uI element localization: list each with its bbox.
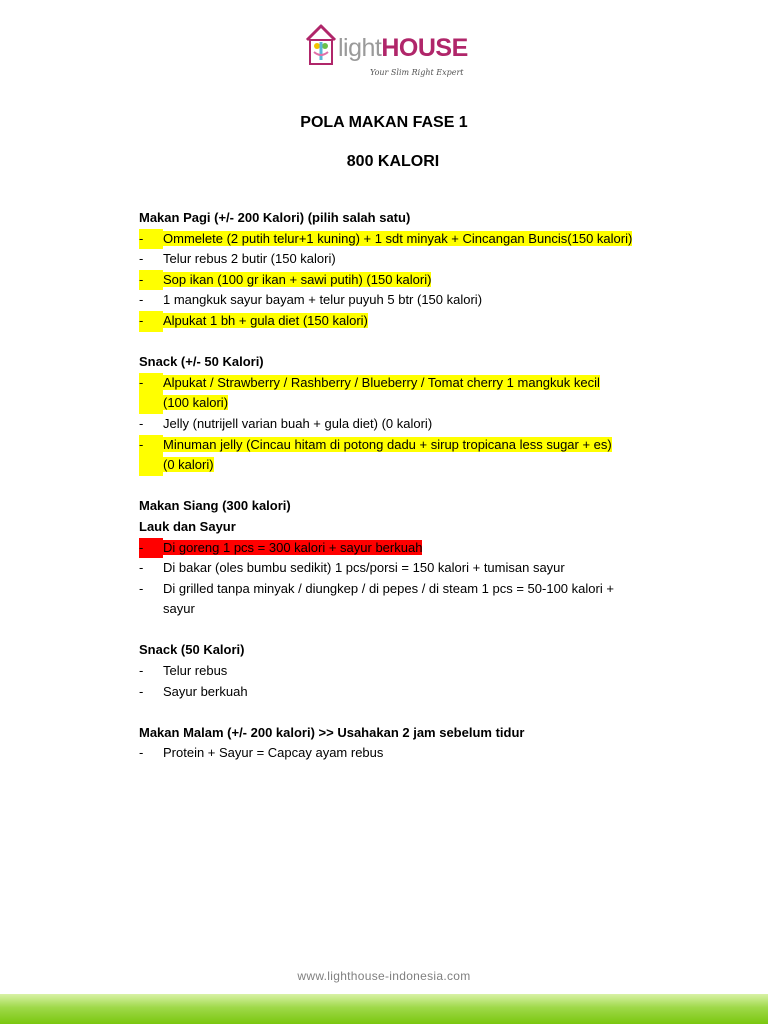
item-text: Ommelete (2 putih telur+1 kuning) + 1 sdt minyak + Cincangan Buncis(150 kalori) <box>163 230 633 246</box>
list-item <box>139 290 699 311</box>
list-item <box>139 311 699 332</box>
list-item <box>139 661 699 682</box>
bullet-dash: - <box>139 538 163 559</box>
section-heading-lunch: Makan Siang (300 kalori) <box>139 498 291 514</box>
section-heading-breakfast: Makan Pagi (+/- 200 Kalori) (pilih salah satu) <box>139 210 411 225</box>
logo-wordmark <box>338 36 468 61</box>
bullet-dash: - <box>139 251 144 267</box>
page-title: POLA MAKAN FASE 1 <box>300 114 468 131</box>
list-item <box>139 682 699 703</box>
lighthouse-logo <box>304 22 468 82</box>
list-item <box>139 558 699 579</box>
bullet-dash: - <box>139 292 144 308</box>
list-item <box>139 414 699 435</box>
item-text-continued: sayur <box>163 601 195 617</box>
item-text-continued: (0 kalori) <box>163 457 214 473</box>
bullet-dash: - <box>139 373 163 414</box>
item-text: Jelly (nutrijell varian buah + gula diet) (0 kalori) <box>163 415 433 431</box>
bullet-dash: - <box>139 745 144 761</box>
page-subtitle: 800 KALORI <box>346 153 440 170</box>
bullet-dash: - <box>139 435 163 476</box>
list-item <box>139 270 699 291</box>
item-text: Sayur berkuah <box>163 683 248 699</box>
list-item <box>139 229 699 250</box>
item-text: Minuman jelly (Cincau hitam di potong dadu + sirup tropicana less sugar + es) <box>163 436 612 452</box>
bullet-dash: - <box>139 580 144 596</box>
item-text: Telur rebus <box>163 663 228 679</box>
item-text: Sop ikan (100 gr ikan + sawi putih) (150 kalori) <box>163 271 432 287</box>
item-text: Alpukat 1 bh + gula diet (150 kalori) <box>163 312 368 328</box>
bullet-dash: - <box>139 683 144 699</box>
bullet-dash: - <box>139 311 163 332</box>
item-text: Protein + Sayur = Capcay ayam rebus <box>163 745 384 761</box>
item-text: Di goreng 1 pcs = 300 kalori + sayur berkuah <box>163 539 423 555</box>
list-item <box>139 373 699 414</box>
list-item <box>139 743 699 764</box>
item-text: Di grilled tanpa minyak / diungkep / di pepes / di steam 1 pcs = 50-100 kalori + <box>163 580 614 596</box>
item-text: Telur rebus 2 butir (150 kalori) <box>163 251 336 267</box>
bullet-dash: - <box>139 663 144 679</box>
logo-word-house: HOUSE <box>381 34 468 62</box>
list-item <box>139 538 699 559</box>
logo-tagline: Your Slim Right Expert <box>370 68 464 77</box>
footer-website-url: www.lighthouse-indonesia.com <box>297 969 471 983</box>
bullet-dash: - <box>139 415 144 431</box>
footer-green-band <box>0 994 768 1024</box>
section-heading-dinner: Makan Malam (+/- 200 kalori) >> Usahakan 2 jam sebelum tidur <box>139 724 525 740</box>
item-text: 1 mangkuk sayur bayam + telur puyuh 5 btr (150 kalori) <box>163 292 483 308</box>
bullet-dash: - <box>139 229 163 250</box>
meal-plan-content <box>139 208 699 764</box>
bullet-dash: - <box>139 560 144 576</box>
list-item <box>139 435 699 476</box>
list-item <box>139 249 699 270</box>
section-subheading-lunch: Lauk dan Sayur <box>139 518 236 534</box>
bullet-dash: - <box>139 270 163 291</box>
house-logo-icon <box>304 22 338 66</box>
section-heading-snack-2: Snack (50 Kalori) <box>139 642 245 658</box>
section-heading-snack-1: Snack (+/- 50 Kalori) <box>139 354 264 370</box>
item-text-continued: (100 kalori) <box>163 395 229 411</box>
item-text: Alpukat / Strawberry / Rashberry / Blueberry / Tomat cherry 1 mangkuk kecil <box>163 374 600 390</box>
list-item <box>139 579 699 620</box>
item-text: Di bakar (oles bumbu sedikit) 1 pcs/porsi = 150 kalori + tumisan sayur <box>163 560 565 576</box>
logo-word-light: light <box>338 34 382 62</box>
